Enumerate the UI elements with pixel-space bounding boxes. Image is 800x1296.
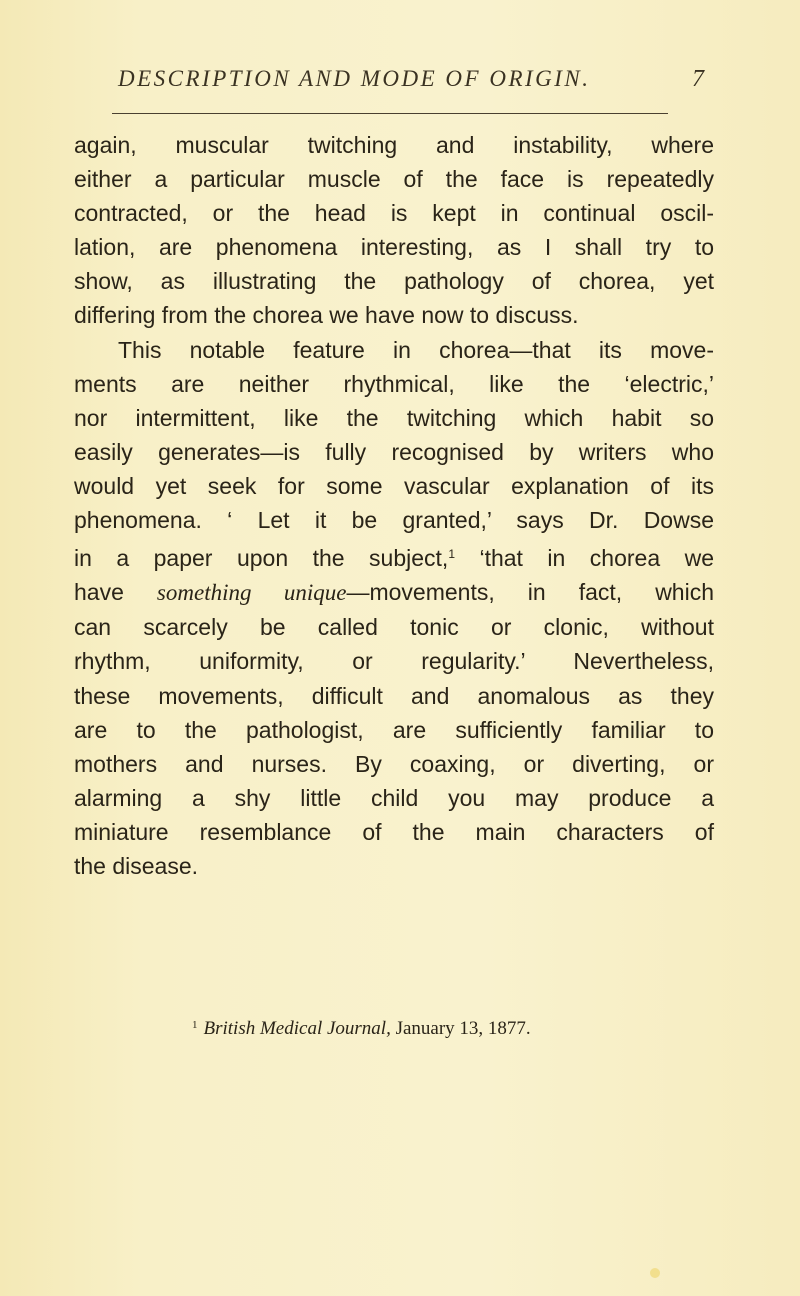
text-line: again, muscular twitching and instability, where <box>74 132 714 158</box>
text-line: miniature resemblance of the main characters of <box>74 818 714 845</box>
text-line: these movements, difficult and anomalous as they <box>74 682 714 709</box>
text-line: either a particular muscle of the face is repeatedly <box>74 166 714 193</box>
page-number: 7 <box>692 66 704 92</box>
text-line: ments are neither rhythmical, like the ‘electric,’ <box>74 370 714 397</box>
text-line <box>74 575 714 610</box>
paper-speck <box>650 1268 660 1278</box>
page-header <box>114 66 714 106</box>
body-paragraphs <box>74 128 714 883</box>
text-line <box>74 537 714 575</box>
text-line: nor intermittent, like the twitching which habit so <box>74 404 714 431</box>
footnote-journal: British Medical Journal, <box>203 1018 391 1039</box>
header-rule <box>112 113 668 114</box>
text-fragment: —movements, in fact, which <box>346 579 715 606</box>
text-fragment: in a paper upon the subject, <box>74 545 449 572</box>
text-line: alarming a shy little child you may produce a <box>74 784 714 811</box>
italic-phrase: something unique <box>156 580 347 606</box>
text-line: would yet seek for some vascular explanation of its <box>74 472 714 499</box>
text-line: rhythm, uniformity, or regularity.’ Nevertheless, <box>74 648 714 675</box>
footnote <box>192 1018 531 1040</box>
text-line: This notable feature in chorea—that its move- <box>118 336 714 363</box>
text-line: lation, are phenomena interesting, as I shall try to <box>74 234 714 261</box>
footnote-mark: 1 <box>192 1019 198 1031</box>
text-line: mothers and nurses. By coaxing, or diverting, or <box>74 750 714 777</box>
footnote-reference: 1 <box>448 547 455 562</box>
running-head: DESCRIPTION AND MODE OF ORIGIN. <box>118 66 591 91</box>
text-line: are to the pathologist, are sufficiently familiar to <box>74 716 714 743</box>
text-line: contracted, or the head is kept in continual oscil- <box>74 200 714 227</box>
text-line: the disease. <box>74 852 199 879</box>
text-line: show, as illustrating the pathology of chorea, yet <box>74 268 714 295</box>
text-line: can scarcely be called tonic or clonic, without <box>74 614 714 641</box>
text-fragment: have <box>74 579 157 606</box>
text-line: easily generates—is fully recognised by writers who <box>74 438 714 465</box>
text-fragment: ‘that in chorea we <box>455 545 715 572</box>
text-line: phenomena. ‘ Let it be granted,’ says Dr. Dowse <box>74 507 714 534</box>
footnote-date: January 13, 1877. <box>390 1018 531 1039</box>
text-line: differing from the chorea we have now to discuss. <box>74 302 579 329</box>
